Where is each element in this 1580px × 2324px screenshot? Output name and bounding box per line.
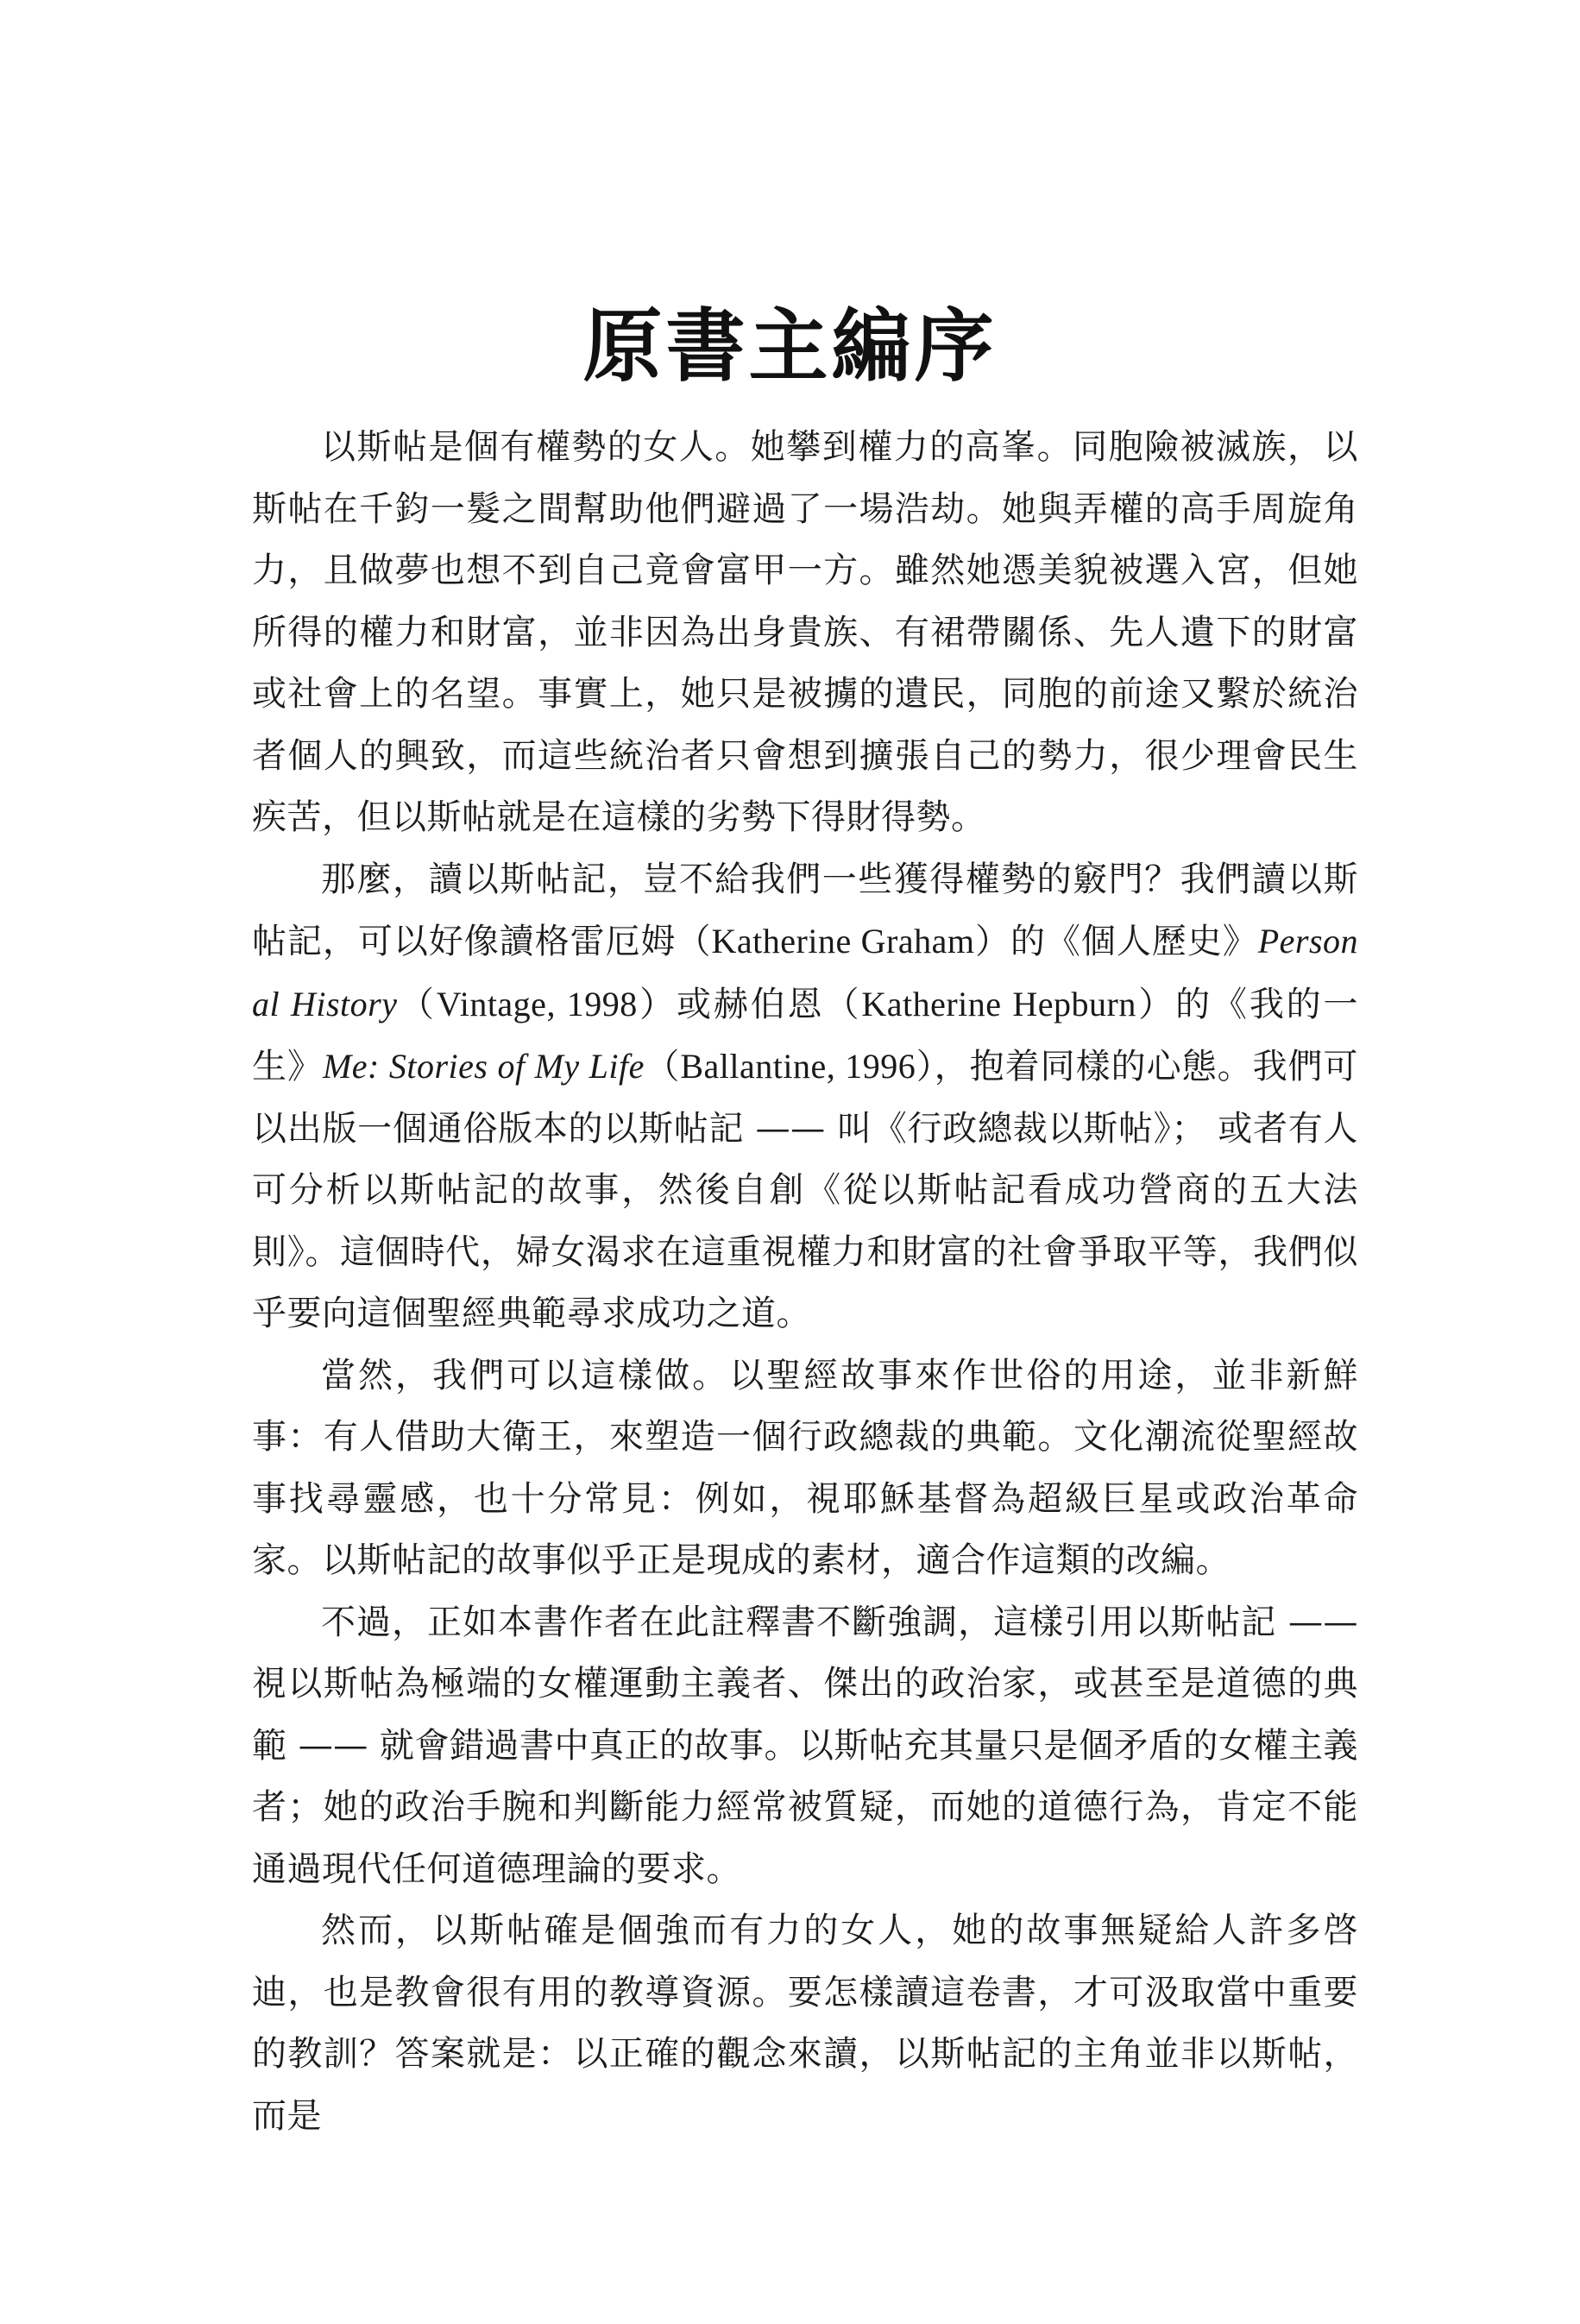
- paragraph-2-text-6: （: [644, 1047, 681, 1086]
- paragraph-2-text-7: ），抱着同樣的心態。我們可以出版一個通俗版本的以斯帖記 —— 叫《行政總裁以斯帖》； 或者有人可分析以斯帖記的故事，然後自創《從以斯帖記看成功營商的五大法則》。這個時代，婦女渴求在這重視權力和財富的社會爭取平等，我們似乎要向這個聖經典範尋求成功之道。: [252, 1047, 1359, 1333]
- publisher-vintage: Vintage, 1998: [436, 984, 638, 1023]
- paragraph-2-text-2: ）的《個人歷史》: [974, 922, 1258, 961]
- paragraph-2-text-1: 那麼，讀以斯帖記，豈不給我們一些獲得權勢的竅門？我們讀以斯帖記，可以好像讀格雷厄姆（: [252, 859, 1358, 961]
- paragraph-2-text-5: ）的《我的一生》: [252, 984, 1359, 1086]
- paragraph-1: 以斯帖是個有權勢的女人。她攀到權力的高峯。同胞險被滅族，以斯帖在千鈞一髮之間幫助他們避過了一場浩劫。她與弄權的高手周旋角力，且做夢也想不到自己竟會富甲一方。雖然她憑美貌被選入宮，但她所得的權力和財富，並非因為出身貴族、有裙帶關係、先人遺下的財富或社會上的名望。事實上，她只是被擄的遺民，同胞的前途又繫於統治者個人的興致，而這些統治者只會想到擴張自己的勢力，很少理會民生疾苦，但以斯帖就是在這樣的劣勢下得財得勢。: [252, 427, 1358, 837]
- paragraph-2-text-3: （: [397, 984, 437, 1024]
- preface-body: [252, 417, 1358, 2147]
- book-title-personal-history: Personal History: [252, 922, 1359, 1023]
- english-name-graham: Katherine Graham: [711, 922, 975, 960]
- paragraph-2-text-4: ）或赫伯恩（: [637, 984, 862, 1024]
- english-name-hepburn: Katherine Hepburn: [861, 984, 1136, 1023]
- paragraph-5: 然而，以斯帖確是個強而有力的女人，她的故事無疑給人許多啓迪，也是教會很有用的教導資源。要怎樣讀這卷書，才可汲取當中重要的教訓？答案就是：以正確的觀念來讀，以斯帖記的主角並非以斯帖，而是: [252, 1911, 1358, 2136]
- paragraph-2: [252, 849, 1358, 1345]
- page-title: 原書主編序: [582, 299, 998, 393]
- paragraph-3: 當然，我們可以這樣做。以聖經故事來作世俗的用途，並非新鮮事：有人借助大衛王，來塑造一個行政總裁的典範。文化潮流從聖經故事找尋靈感，也十分常見：例如，視耶穌基督為超級巨星或政治革命家。以斯帖記的故事似乎正是現成的素材，適合作這類的改編。: [252, 1355, 1358, 1580]
- book-title-me-stories: Me: Stories of My Life: [322, 1047, 645, 1086]
- paragraph-4: 不過，正如本書作者在此註釋書不斷強調，這樣引用以斯帖記 —— 視以斯帖為極端的女權運動主義者、傑出的政治家，或甚至是道德的典範 —— 就會錯過書中真正的故事。以斯帖充其量只是個矛盾的女權主義者；她的政治手腕和判斷能力經常被質疑，而她的道德行為，肯定不能通過現代任何道德理論的要求。: [252, 1602, 1358, 1889]
- publisher-ballantine: Ballantine, 1996: [680, 1047, 916, 1086]
